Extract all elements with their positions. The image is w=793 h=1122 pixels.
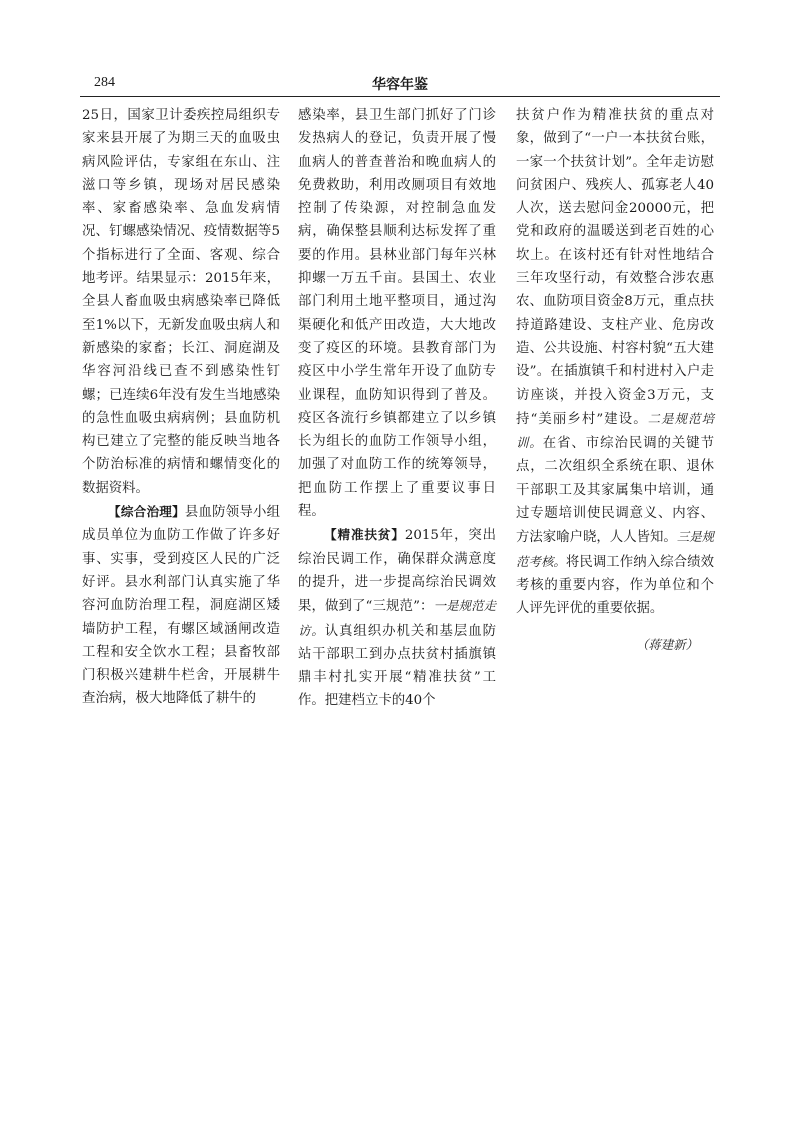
- book-title: 华容年鉴: [372, 77, 428, 93]
- paragraph-text: 县血防领导小组成员单位为血防工作做了许多好事、实事，受到疫区人民的广泛好评。县水利部门认真实施了华容河血防治理工程，洞庭湖区矮墙防护工程，有螺区域涵闸改造工程和安全饮水工程；县畜牧部门积极兴建耕牛栏舍，开展耕牛查治病，极大地降低了耕牛的: [82, 505, 281, 707]
- running-header: [80, 72, 720, 94]
- page-number: 284: [94, 75, 115, 90]
- section-heading: 【精准扶贫】: [324, 527, 405, 543]
- column-2: [298, 104, 496, 713]
- paragraph: 感染率，县卫生部门抓好了门诊发热病人的登记，负责开展了慢血病人的普查普治和晚血病人的免费救助，利用改厕项目有效地控制了传染源，对控制急血发病，确保整县顺利达标发挥了重要的作用。县林业部门每年兴林抑螺一万五千亩。县国土、农业部门利用土地平整项目，通过沟渠硬化和低产田改造，大大地改变了疫区的环境。县教育部门为疫区中小学生常年开设了血防专业课程，血防知识得到了普及。疫区各流行乡镇都建立了以乡镇长为组长的血防工作领导小组，加强了对血防工作的统筹领导，把血防工作摆上了重要议事日程。: [298, 108, 496, 520]
- column-1: [82, 104, 280, 711]
- section-heading: 【综合治理】: [108, 504, 185, 520]
- paragraph-text: 2015年，突出综治民调工作，确保群众满意度的提升，进一步提高综治民调效果，做到了“三规范”：: [298, 528, 497, 615]
- paragraph: [516, 104, 714, 621]
- paragraph-targeted-poverty-alleviation: [298, 523, 496, 712]
- header-rule: [80, 96, 720, 97]
- paragraph: 25日，国家卫计委疾控局组织专家来县开展了为期三天的血吸虫病风险评估，专家组在东山、注滋口等乡镇，现场对居民感染率、家畜感染率、急血发病情况、钉螺感染情况、疫情数据等5个指标进行了全面、客观、综合地考评。结果显示：2015年来，全县人畜血吸虫病感染率已降低至1%以下，无新发血吸虫病人和新感染的家畜；长江、洞庭湖及华容河沿线已查不到感染性钉螺；已连续6年没有发生当地感染的急性血吸虫病病例；县血防机构已建立了完整的能反映当地各个防治标准的病情和螺情变化的数据资料。: [82, 108, 280, 496]
- paragraph-text: 在省、市综治民调的关键节点，二次组织全系统在职、退休干部职工及其家属集中培训，通过专题培训使民调意义、内容、方法家喻户晓，人人皆知。: [516, 436, 715, 546]
- paragraph-text: 认真组织办机关和基层血防站干部职工到办点扶贫村插旗镇鼎丰村扎实开展“精准扶贫”工作。把建档立卡的40个: [298, 623, 497, 709]
- emphasis-text: 三是规范考核。: [516, 529, 715, 569]
- emphasis-text: 一是规范走访。: [298, 598, 497, 638]
- column-3: [516, 104, 714, 656]
- paragraph-text: 将民调工作纳入综合绩效考核的重要内容，作为单位和个人评先评优的重要依据。: [516, 554, 715, 617]
- author-credit: （蒋建新）: [636, 636, 698, 652]
- emphasis-text: 二是规范培训。: [516, 410, 714, 451]
- paragraph-comprehensive-treatment: [82, 500, 280, 711]
- paragraph-text: 扶贫户作为精准扶贫的重点对象，做到了“一户一本扶贫台账，一家一个扶贫计划”。全年走访慰问贫困户、残疾人、孤寡老人40人次，送去慰问金20000元，把党和政府的温暖送到老百姓的心坎上。在该村还有针对性地结合三年攻坚行动，有效整合涉农惠农、血防项目资金8万元，重点扶持道路建设、支柱产业、危房改造、公共设施、村容村貌“五大建设”。在插旗镇千和村进村入户走访座谈，并投入资金3万元，支持“美丽乡村”建设。: [516, 108, 714, 427]
